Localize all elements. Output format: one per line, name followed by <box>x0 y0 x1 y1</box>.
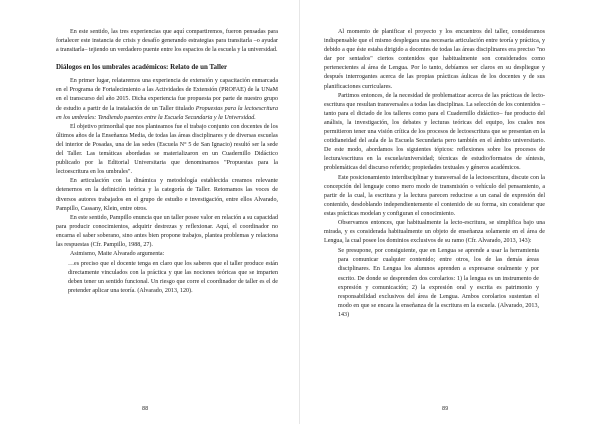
intro-paragraph: En este sentido, las tres experiencias que aquí compartiremos, fueron pensadas para fortalecer este instancia de crisis y desafío generando estrategias para transitarla –o ayudar a transitarla– tejiendo un verdadero puente entre los espacios de la escuela y la universidad. <box>56 29 278 54</box>
paragraph-planning: Al momento de planificar el proyecto y los encuentros del taller, consideramos indispensable que el mismo desplegara una necesaria articulación entre teoría y práctica, y debido a que éste estaba dirigido a docentes de todas las áreas disciplinares era preciso "no dar por sentados" ciertos contenidos que habitualmente son considerados como pertenecientes al área de Lengua. Por lo tanto, debíamos ser claros en su despliegue y después interrogantes acerca de las propias prácticas áulicas de los docentes y de sus planificaciones curriculares. <box>324 29 545 90</box>
right-page <box>300 0 600 424</box>
paragraph-objective: El objetivo primordial que nos planteamos fue el trabajo conjunto con docentes de los últimos años de la Enseñanza Media, de todas las áreas disciplinares y de diversas escuelas del interior de Posadas, una de las sedes (Escuela N° 5 de San Ignacio) resultó ser la sede del Taller. Las temáticas abordadas se materializaron en un Cuadernillo Didáctico publicado por la Editorial Universitaria que denominamos "Propuestas para la lectoescritura en los umbrales". <box>56 123 278 176</box>
workshop-title: Propuestas para la lectoescritura en los umbrales: Tendiendo puentes entre la Escuela Secundaria y la Universidad. <box>56 105 279 121</box>
page-number-left: 88 <box>142 406 149 412</box>
quote-text: …es preciso que el docente tenga en claro que los saberes que el taller produce están directamente vinculados con la práctica y que las nociones teóricas que se imparten deben tener un sentido funcional. Un riesgo que corre el coordinador de taller es el de pretender aplicar una teoría. (Alvarado, 2013, 120). <box>68 261 278 295</box>
page-number-right: 89 <box>442 406 449 412</box>
paragraph-pampillo: En este sentido, Pampillo enuncia que un taller posee valor en relación a su capacidad para producir conocimientos, adquirir destrezas y reflexionar. Aquí, el coordinador no encarna el saber soberano, sino antes bien propone trabajos, plantea problemas y relaciona las respuestas (Cfr. Pampillo, 1988, 27). <box>56 214 278 248</box>
paragraph-articulation: En articulación con la dinámica y metodología establecida creamos relevante detenernos en la definición teórica y la categoría de Taller. Retomamos las voces de diversos autores trabajados en el grupo de estudio e investigación, entre ellos Alvarado, Pampillo, Cassany, Klein, entre otros. <box>56 178 278 212</box>
section-heading: Diálogos en los umbrales académicos: Relato de un Taller <box>56 63 228 72</box>
paragraph-positioning: Este posicionamiento interdisciplinar y transversal de la lectoescritura, discute con la concepción del lenguaje como mero modo de transmisión o vehículo del pensamiento, a partir de la cual, la escritura y la lectura parecen reducirse a un canal de expresión del contenido, desdoblando independientemente el contenido de su forma, sin considerar que estas prácticas modelan y configuran el conocimiento. <box>324 174 545 217</box>
paragraph-alvarado-intro: Asimismo, Maite Alvarado argumenta: <box>70 251 165 258</box>
quote-text-right: Se presupone, por consiguiente, que en Lengua se aprende a usar la herramienta para comunicar cualquier contenido; entre otros, los de las demás áreas disciplinares. En Lengua los alumnos aprenden a expresarse oralmente y por escrito. De donde se desprenden dos corolarios: 1) la lengua es un instrumento de expresión y comunicación; 2) la expresión oral y escrita es patrimonio y responsabilidad exclusivos del área de Lengua. Ambos corolarios sustentan el modo en que se encara la enseñanza de la escritura en la escuela. (Alvarado, 2013, 143) <box>338 248 539 318</box>
block-quote-alvarado <box>68 260 278 296</box>
paragraph-profae <box>56 77 278 122</box>
paragraph-problematize: Partimos entonces, de la necesidad de problematizar acerca de las prácticas de lecto-escritura que resultan transversales a todas las disciplinas. La selección de los contenidos –tanto para el dictado de los talleres como para el Cuadernillo didáctico– fue producto del análisis, la investigación, los debates y lecturas teóricas del equipo, los cuales nos permitieron tener una visión crítica de los procesos de lectoescritura que se presentan en la cotidianeidad del aula de la Escuela Secundaria pero también en el ámbito universitario. De este modo, abordamos los siguientes tópicos: reflexiones sobre los procesos de lectura/escritura en la escuela/universidad; técnicas de estudio/formatos de síntesis, problemáticas del discurso referido; propiedades textuales y géneros académicos. <box>324 92 545 172</box>
paragraph-profae-text: En primer lugar, relataremos una experiencia de extensión y capacitación enmarcada en el Programa de Fortalecimiento a las Actividades de Extensión (PROFAE) de la UNaM en el transcurso del año 2015. Dicha experiencia fue propuesta por parte de nuestro grupo de estudio a partir de la instalación de un Taller titulado Propuestas para la lectoescritura en los umbrales: Tendiendo puentes entre la Escuela Secundaria y la Universidad. <box>56 78 279 121</box>
paragraph-observation: Observamos entonces, que habitualmente la lecto-escritura, se simplifica bajo una mirada, y es considerada habitualmente un objeto de enseñanza solamente en el área de Lengua, la cual posee los dominios exclusivos de su ramo (Cfr. Alvarado, 2013, 143): <box>324 219 545 245</box>
block-quote-lengua <box>338 247 539 320</box>
